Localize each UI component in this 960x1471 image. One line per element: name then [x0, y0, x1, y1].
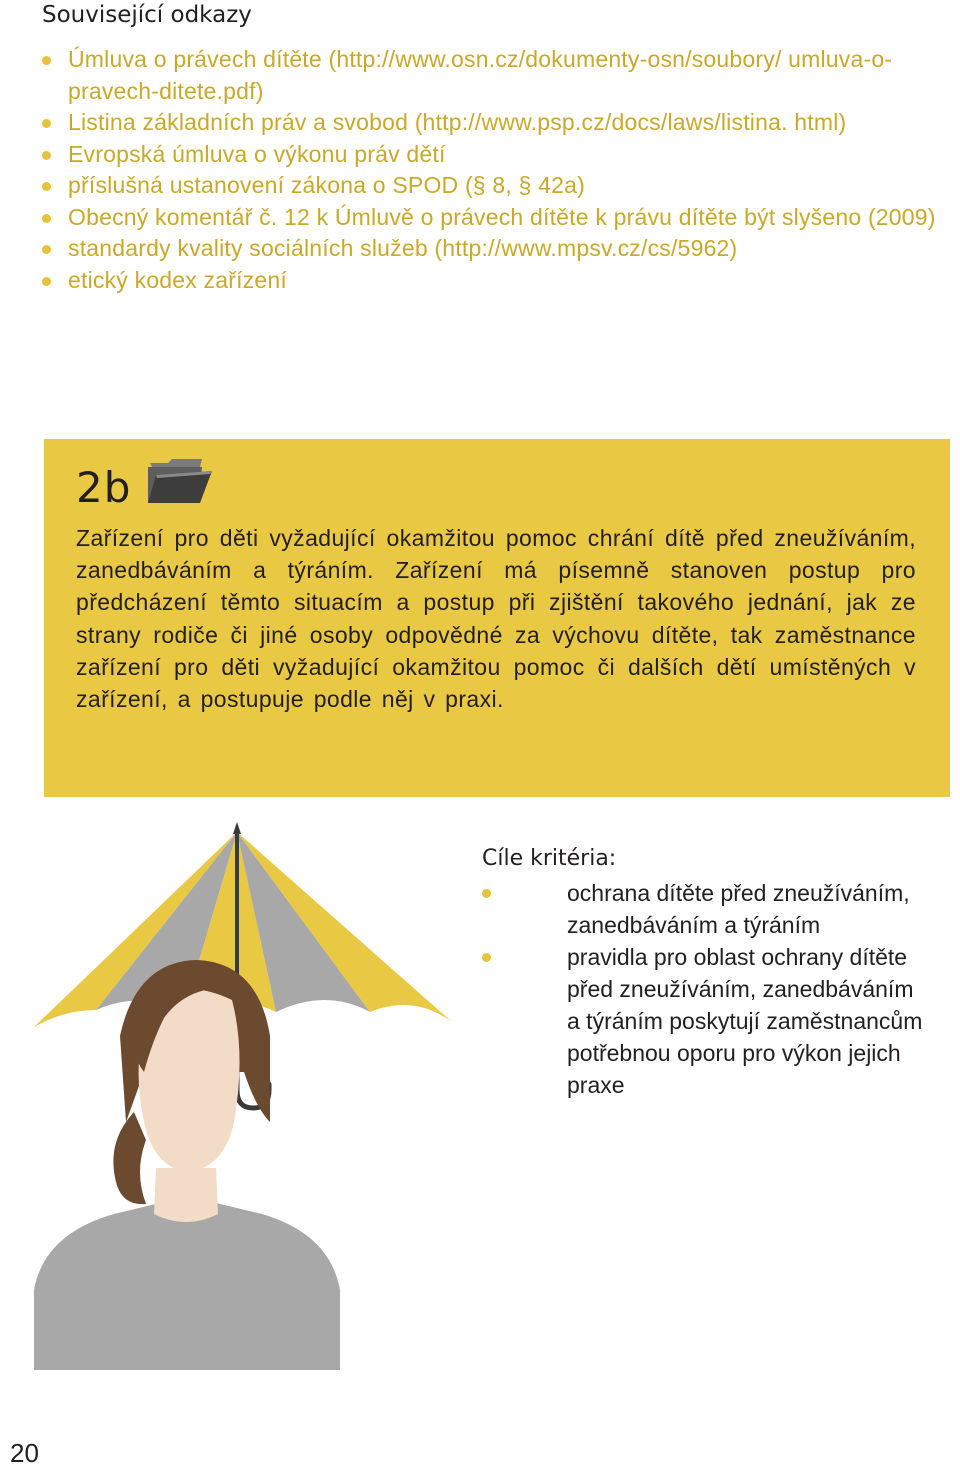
bullet-icon: [42, 214, 51, 223]
bullet-icon: [42, 277, 51, 286]
goal-item: ochrana dítěte před zneužíváním, zanedbáváním a týráním: [478, 877, 928, 941]
bullet-icon: [482, 953, 491, 962]
criterion-text: Zařízení pro děti vyžadující okamžitou pomoc chrání dítě před zneužíváním, zanedbáváním a týráním. Zařízení má písemně stanoven postup pro předcházení těmto situacím a postup při zjištění takového jednání, jak ze strany rodiče či jiné osoby odpovědné za výchovu dítěte, tak zaměstnance zařízení pro děti vyžadující okamžitou pomoc či dalších dětí umístěných v zařízení, a postupuje podle něj v praxi.: [76, 525, 916, 713]
link-item: příslušná ustanovení zákona o SPOD (§ 8, § 42a): [40, 170, 950, 202]
bullet-icon: [482, 889, 491, 898]
bullet-icon: [42, 56, 51, 65]
link-item[interactable]: standardy kvality sociálních služeb (http://www.mpsv.cz/cs/5962): [40, 233, 950, 265]
link-item: etický kodex zařízení: [40, 265, 950, 297]
goal-item: pravidla pro oblast ochrany dítěte před zneužíváním, zanedbáváním a týráním poskytují zaměstnancům potřebnou oporu pro výkon jejich praxe: [478, 941, 928, 1101]
goals-list: [478, 877, 928, 1101]
link-item: Evropská úmluva o výkonu práv dětí: [40, 139, 950, 171]
criterion-tag: 2b: [76, 463, 132, 512]
goals-title: Cíle kritéria:: [482, 846, 617, 871]
criterion-box: [44, 439, 950, 797]
related-links-list: [40, 44, 950, 296]
link-item: Obecný komentář č. 12 k Úmluvě o právech dítěte k právu dítěte být slyšeno (2009): [40, 202, 950, 234]
folder-icon: [142, 453, 214, 509]
bullet-icon: [42, 151, 51, 160]
bullet-icon: [42, 119, 51, 128]
bullet-icon: [42, 182, 51, 191]
page-number: 20: [10, 1438, 39, 1468]
related-links-title: Související odkazy: [42, 2, 252, 28]
bullet-icon: [42, 245, 51, 254]
link-item[interactable]: Listina základních práv a svobod (http://www.psp.cz/docs/laws/listina. html): [40, 107, 950, 139]
link-item[interactable]: Úmluva o právech dítěte (http://www.osn.cz/dokumenty-osn/soubory/ umluva-o-pravech-ditete.pdf): [40, 44, 950, 107]
woman-with-umbrella-illustration: [34, 822, 474, 1382]
